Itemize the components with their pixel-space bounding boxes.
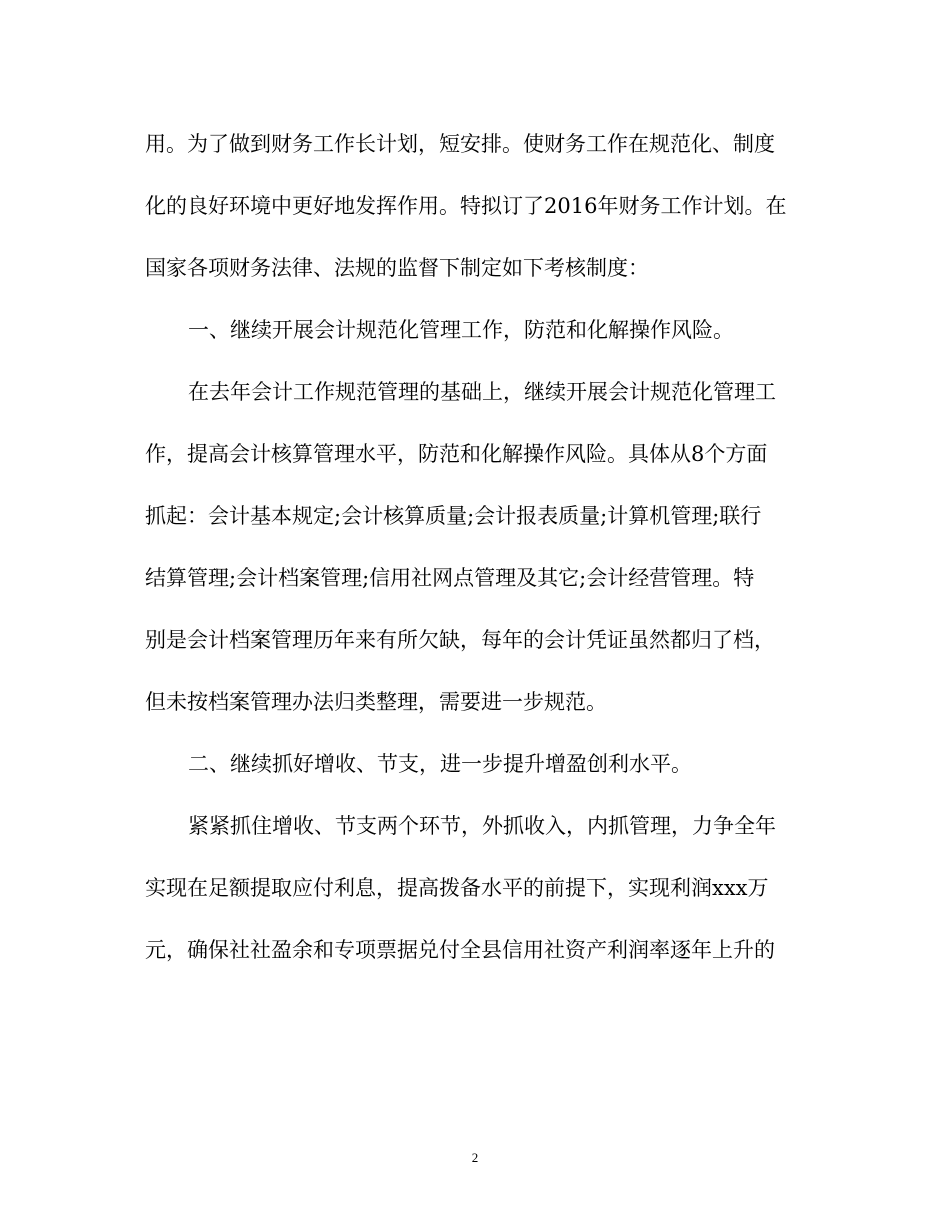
text-line: 作，提高会计核算管理水平，防范和化解操作风险。具体从8个方面 — [145, 442, 768, 466]
section-heading-1: 一、继续开展会计规范化管理工作，防范和化解操作风险。 — [188, 318, 734, 342]
text-line: 结算管理;会计档案管理;信用社网点管理及其它;会计经营管理。特 — [145, 566, 755, 590]
text-line: 实现在足额提取应付利息，提高拨备水平的前提下，实现利润xxx万 — [145, 876, 769, 900]
page-number: 2 — [471, 1150, 479, 1165]
text-line: 用。为了做到财务工作长计划，短安排。使财务工作在规范化、制度 — [145, 132, 775, 156]
text-line: 别是会计档案管理历年来有所欠缺，每年的会计凭证虽然都归了档， — [145, 628, 775, 652]
text-line: 在去年会计工作规范管理的基础上，继续开展会计规范化管理工 — [188, 380, 776, 404]
text-line: 抓起：会计基本规定;会计核算质量;会计报表质量;计算机管理;联行 — [145, 504, 762, 528]
text-line: 国家各项财务法律、法规的监督下制定如下考核制度： — [145, 256, 649, 280]
text-line: 紧紧抓住增收、节支两个环节，外抓收入，内抓管理，力争全年 — [188, 814, 776, 838]
text-line: 但未按档案管理办法归类整理，需要进一步规范。 — [145, 690, 607, 714]
text-line: 元，确保社社盈余和专项票据兑付全县信用社资产利润率逐年上升的 — [145, 938, 775, 962]
text-line: 化的良好环境中更好地发挥作用。特拟订了2016年财务工作计划。在 — [145, 194, 787, 218]
section-heading-2: 二、继续抓好增收、节支，进一步提升增盈创利水平。 — [188, 752, 692, 776]
body-text — [145, 120, 805, 988]
